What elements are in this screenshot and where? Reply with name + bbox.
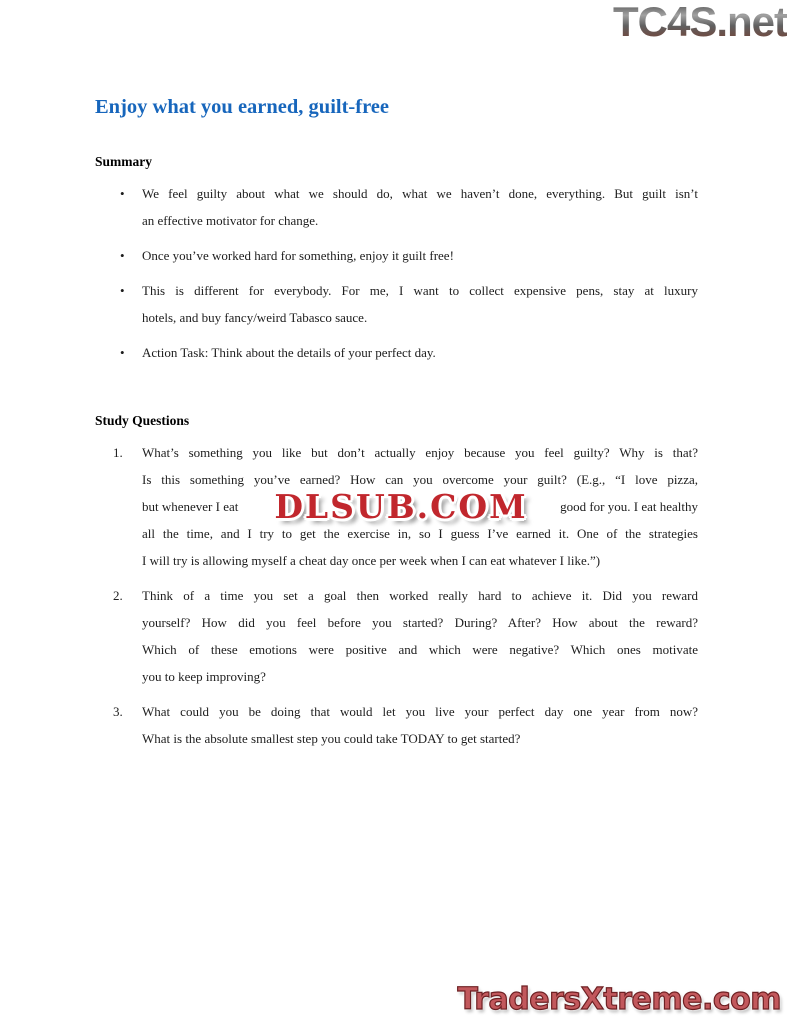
text-line: I will try is allowing myself a cheat day once per week when I can eat whatever I like.”) bbox=[142, 553, 601, 568]
tc4s-watermark: TC4S.net bbox=[612, 0, 787, 45]
tradersxtreme-watermark: TradersXtreme.com bbox=[457, 982, 781, 1017]
list-item bbox=[95, 277, 698, 331]
text-line: We feel guilty about what we should do, what we haven’t done, everything. But guilt isn’t bbox=[142, 186, 698, 201]
text-line: an effective motivator for change. bbox=[142, 213, 319, 228]
study-questions-heading: Study Questions bbox=[95, 413, 190, 428]
number-marker: 1. bbox=[113, 445, 123, 460]
list-item bbox=[95, 698, 698, 752]
bullet-marker: • bbox=[120, 283, 125, 298]
document-content bbox=[95, 95, 698, 760]
dlsub-watermark: DLSUB.COM bbox=[274, 486, 528, 526]
list-item bbox=[95, 439, 698, 574]
list-item bbox=[95, 339, 698, 366]
text-line-with-watermark bbox=[142, 486, 698, 526]
text-line: yourself? How did you feel before you started? During? After? How about the reward? bbox=[142, 615, 698, 630]
list-item bbox=[95, 180, 698, 234]
list-item bbox=[95, 242, 698, 269]
text-line: Think of a time you set a goal then worked really hard to achieve it. Did you reward bbox=[142, 588, 698, 603]
bullet-marker: • bbox=[120, 248, 125, 263]
list-item-text bbox=[142, 582, 698, 690]
text-line: What’s something you like but don’t actually enjoy because you feel guilty? Why is that? bbox=[142, 445, 698, 460]
text-line: Once you’ve worked hard for something, enjoy it guilt free! bbox=[142, 248, 454, 263]
list-item-text bbox=[142, 180, 698, 234]
text-line: hotels, and buy fancy/weird Tabasco sauce. bbox=[142, 310, 368, 325]
text-fragment: but whenever I eat bbox=[142, 499, 239, 514]
text-line: Which of these emotions were positive and which were negative? Which ones motivate bbox=[142, 642, 698, 657]
list-item-text bbox=[142, 339, 698, 366]
bullet-marker: • bbox=[120, 345, 125, 360]
text-line: all the time, and I try to get the exercise in, so I guess I’ve earned it. One of the strategies bbox=[142, 526, 698, 541]
text-line: What is the absolute smallest step you could take TODAY to get started? bbox=[142, 731, 521, 746]
text-line: you to keep improving? bbox=[142, 669, 266, 684]
summary-heading: Summary bbox=[95, 154, 152, 169]
text-line: This is different for everybody. For me, I want to collect expensive pens, stay at luxury bbox=[142, 283, 698, 298]
list-item-text bbox=[142, 439, 698, 574]
bullet-marker: • bbox=[120, 186, 125, 201]
list-item bbox=[95, 582, 698, 690]
text-fragment: good for you. I eat healthy bbox=[560, 499, 698, 514]
list-item-text bbox=[142, 698, 698, 752]
text-line: Is this something you’ve earned? How can you overcome your guilt? (E.g., “I love pizza, bbox=[142, 472, 698, 487]
list-item-text bbox=[142, 277, 698, 331]
list-item-text bbox=[142, 242, 698, 269]
text-line: What could you be doing that would let you live your perfect day one year from now? bbox=[142, 704, 698, 719]
text-line: Action Task: Think about the details of your perfect day. bbox=[142, 345, 436, 360]
number-marker: 2. bbox=[113, 588, 123, 603]
page-title: Enjoy what you earned, guilt-free bbox=[95, 96, 390, 118]
number-marker: 3. bbox=[113, 704, 123, 719]
